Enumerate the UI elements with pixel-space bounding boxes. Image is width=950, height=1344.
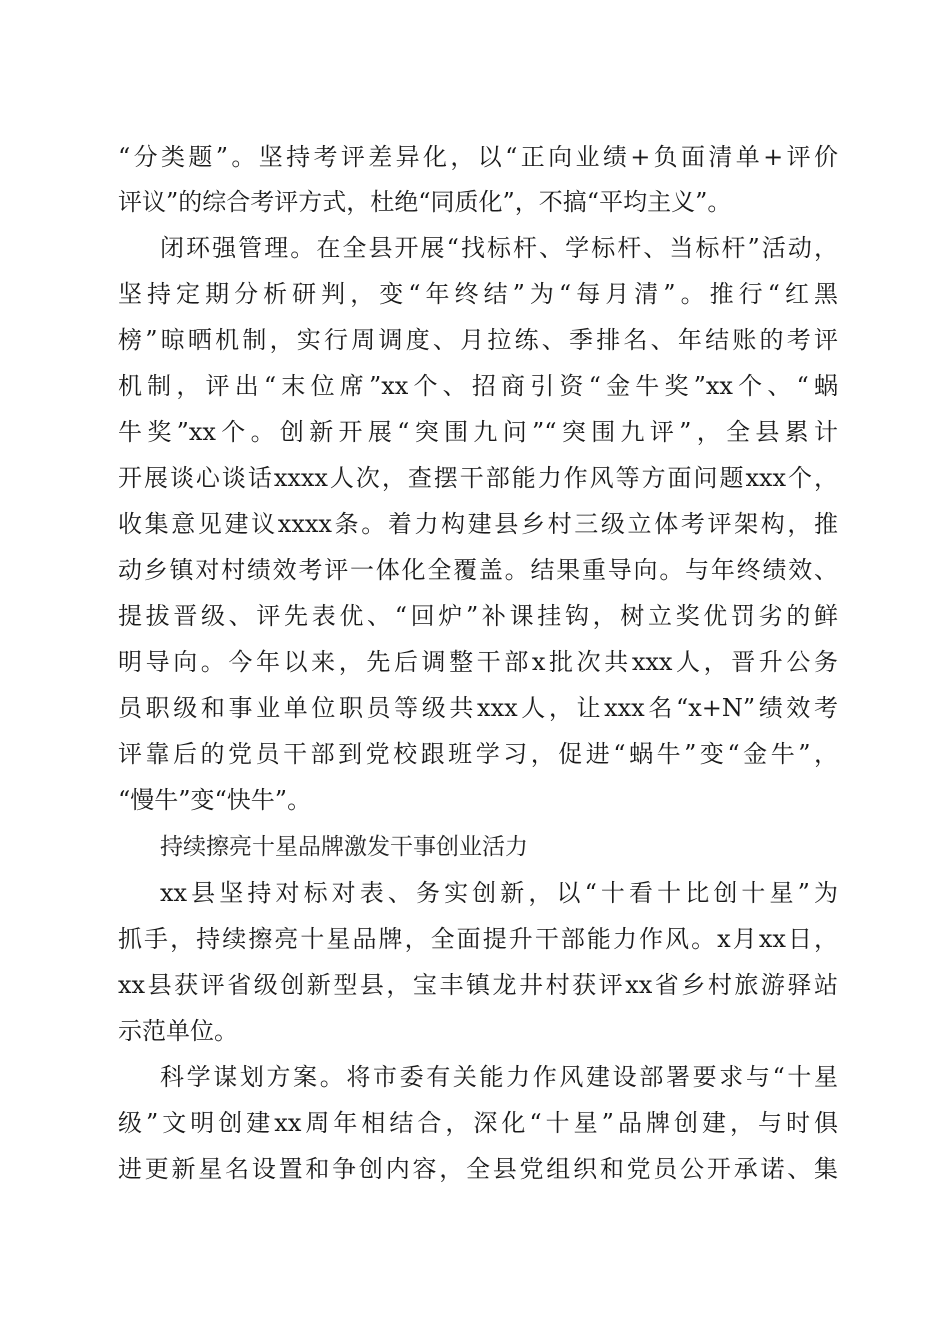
text-line: 科学谋划方案。将市委有关能力作风建设部署要求与“十星 — [160, 1063, 838, 1091]
text-line: 评靠后的党员干部到党校跟班学习，促进“蜗牛”变“金牛”， — [118, 740, 838, 768]
text-line: 抓手，持续擦亮十星品牌，全面提升干部能力作风。x月xx日， — [118, 925, 838, 953]
text-line: 机制，评出“末位席”xx个、招商引资“金牛奖”xx个、“蜗 — [118, 372, 838, 400]
text-line: 明导向。今年以来，先后调整干部x批次共xxx人，晋升公务 — [118, 648, 838, 676]
text-line: 进更新星名设置和争创内容，全县党组织和党员公开承诺、集 — [118, 1155, 838, 1183]
section-heading: 持续擦亮十星品牌激发干事创业活力 — [160, 834, 528, 860]
text-line: 榜”晾晒机制，实行周调度、月拉练、季排名、年结账的考评 — [118, 326, 838, 354]
text-line: 牛奖”xx个。创新开展“突围九问”“突围九评”，全县累计 — [118, 418, 838, 446]
text-line: 开展谈心谈话xxxx人次，查摆干部能力作风等方面问题xxx个， — [118, 464, 838, 492]
text-line: 级”文明创建xx周年相结合，深化“十星”品牌创建，与时俱 — [118, 1109, 838, 1137]
text-line: 收集意见建议xxxx条。着力构建县乡村三级立体考评架构，推 — [118, 510, 838, 538]
text-line: 示范单位。 — [118, 1017, 238, 1045]
text-line: “分类题”。坚持考评差异化，以“正向业绩+负面清单+评价 — [118, 143, 838, 171]
text-line: 员职级和事业单位职员等级共xxx人，让xxx名“x+N”绩效考 — [118, 694, 838, 722]
text-line: xx县获评省级创新型县，宝丰镇龙井村获评xx省乡村旅游驿站 — [118, 971, 838, 999]
text-line: “慢牛”变“快牛”。 — [118, 786, 312, 814]
text-line: 闭环强管理。在全县开展“找标杆、学标杆、当标杆”活动， — [160, 234, 838, 262]
text-line: xx县坚持对标对表、务实创新，以“十看十比创十星”为 — [160, 879, 838, 907]
text-line: 坚持定期分析研判，变“年终结”为“每月清”。推行“红黑 — [118, 280, 838, 308]
text-line: 评议”的综合考评方式，杜绝“同质化”，不搞“平均主义”。 — [118, 188, 732, 216]
text-line: 提拔晋级、评先表优、“回炉”补课挂钩，树立奖优罚劣的鲜 — [118, 602, 838, 630]
text-line: 动乡镇对村绩效考评一体化全覆盖。结果重导向。与年终绩效、 — [118, 556, 838, 584]
